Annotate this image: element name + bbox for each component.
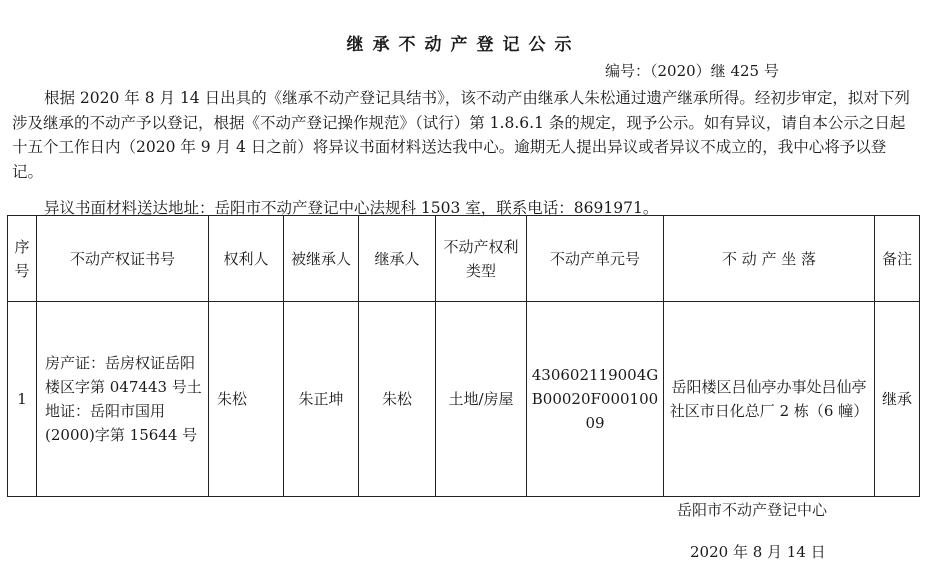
- property-table: [7, 215, 920, 497]
- header-seq: 序号: [8, 216, 37, 302]
- header-cert-no: 不动产权证书号: [37, 216, 209, 302]
- table-row: [8, 302, 920, 497]
- header-location: 不 动 产 坐 落: [664, 216, 875, 302]
- cell-deceased: 朱正坤: [284, 302, 359, 497]
- header-heir: 继承人: [359, 216, 436, 302]
- notice-paragraph: [12, 86, 917, 184]
- issue-date: 2020 年 8 月 14 日: [690, 543, 826, 561]
- cell-cert-no: 房产证：岳房权证岳阳楼区字第 047443 号土地证：岳阳市国用(2000)字第 15644 号: [37, 302, 209, 497]
- header-unit-no: 不动产单元号: [527, 216, 664, 302]
- cell-location: 岳阳楼区吕仙亭办事处吕仙亭社区市日化总厂 2 栋（6 幢）: [664, 302, 875, 497]
- cell-remark: 继承: [875, 302, 920, 497]
- cell-heir: 朱松: [359, 302, 436, 497]
- header-owner: 权利人: [209, 216, 284, 302]
- cell-right-type: 土地/房屋: [436, 302, 527, 497]
- header-deceased: 被继承人: [284, 216, 359, 302]
- issuing-organization: 岳阳市不动产登记中心: [677, 501, 828, 519]
- header-right-type: 不动产权利类型: [436, 216, 527, 302]
- cell-seq: 1: [8, 302, 37, 497]
- header-remark: 备注: [875, 216, 920, 302]
- document-number: 编号：（2020）继 425 号: [605, 62, 779, 80]
- notice-paragraph-text: 根据 2020 年 8 月 14 日出具的《继承不动产登记具结书》，该不动产由继承人朱松通过遗产继承所得。经初步审定，拟对下列涉及继承的不动产予以登记，根据《不动产登记操作规范》（试行）第 1.8.6.1 条的规定，现予公示。如有异议，请自本公示之日起十五个工作日内（2020 年 9 月 4 日之前）将异议书面材料送达我中心。逾期无人提出异议或者异议不成立的，我中心将予以登记。: [12, 89, 910, 181]
- table-header-row: [8, 216, 920, 302]
- cell-owner: 朱松: [209, 302, 284, 497]
- notice-title: 继承不动产登记公示: [346, 35, 581, 55]
- cell-unit-no: 430602119004GB00020F00010009: [527, 302, 664, 497]
- objection-address: 异议书面材料送达地址：岳阳市不动产登记中心法规科 1503 室，联系电话：8691971。: [44, 199, 659, 217]
